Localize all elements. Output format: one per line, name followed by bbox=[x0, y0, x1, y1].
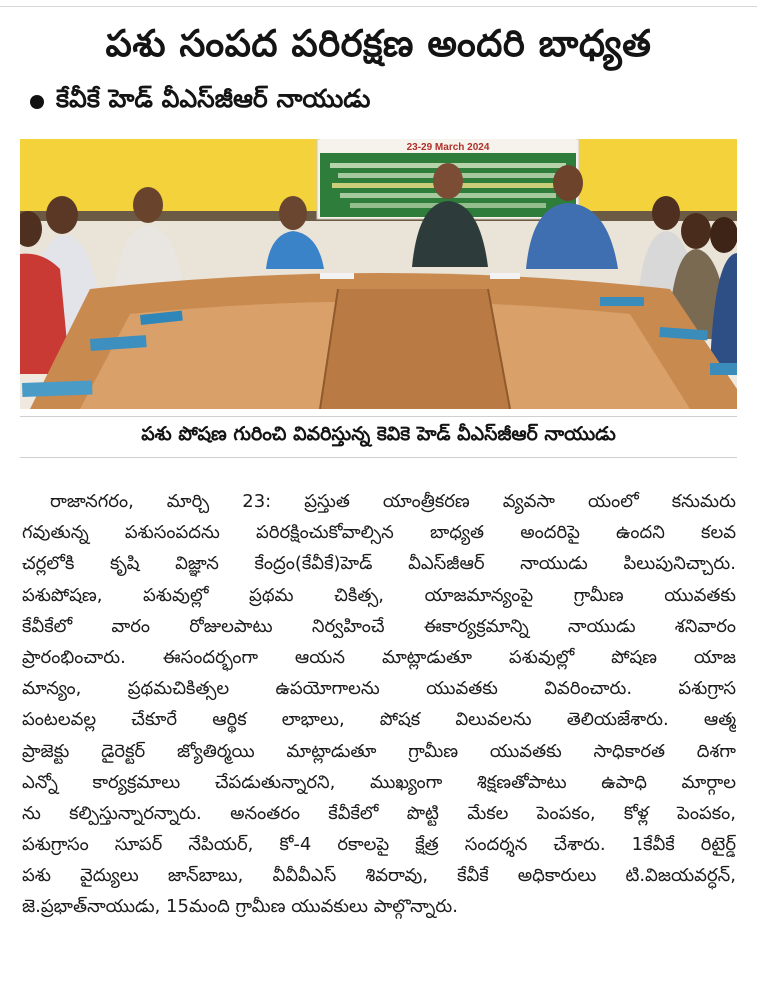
article-line: మాన్యం, ప్రథమచికిత్సల ఉపయోగాలను యువతకు వివరించారు. పశుగ్రాస bbox=[22, 678, 736, 700]
article-line: కేవీకేలో వారం రోజులపాటు నిర్వహించే ఈకార్యక్రమాన్ని నాయుడు శనివారం bbox=[22, 615, 736, 637]
article-body bbox=[22, 486, 736, 923]
bullet-icon bbox=[30, 95, 44, 109]
news-photo bbox=[20, 139, 737, 409]
article-line: ప్రాజెక్టు డైరెక్టర్ జ్యోతిర్మయి మాట్లాడుతూ గ్రామీణ యువతకు సాధికారత దిశగా bbox=[22, 740, 736, 762]
article-line: పశుపోషణ, పశువుల్లో ప్రథమ చికిత్స, యాజమాన్యంపై గ్రామీణ యువతకు bbox=[22, 584, 736, 606]
article-line: పంటలవల్ల చేకూరే ఆర్థిక లాభాలు, పోషక విలువలను తెలియజేశారు. ఆత్మ bbox=[22, 709, 736, 731]
subheadline bbox=[30, 84, 370, 120]
article-line: గవుతున్న పశుసంపదను పరిరక్షించుకోవాల్సిన బాధ్యత అందరిపై ఉందని కలవ bbox=[22, 522, 736, 544]
caption-top-rule bbox=[20, 416, 737, 417]
article-line: చర్లలోకి కృషి విజ్ఞాన కేంద్రం(కేవీకే)హెడ్ వీఎస్‌జీఆర్ నాయుడు పిలుపునిచ్చారు. bbox=[22, 553, 736, 575]
article-line: పశుగ్రాసం సూపర్ నేపియర్, కో-4 రకాలపై క్షేత్ర సందర్శన చేశారు. 1కేవీకే రిటైర్డ్ bbox=[22, 834, 736, 856]
article-line: జె.ప్రభాత్‌నాయుడు, 15మంది గ్రామీణ యువకులు పాల్గొన్నారు. bbox=[22, 896, 459, 918]
article-line: ప్రారంభించారు. ఈసందర్భంగా ఆయన మాట్లాడుతూ పశువుల్లో పోషణ యాజ bbox=[22, 646, 736, 668]
headline: పశు సంపద పరిరక్షణ అందరి బాధ్యత bbox=[105, 22, 652, 65]
article-line: ను కల్పిస్తున్నారన్నారు. అనంతరం కేవీకేలో పొట్టి మేకల పెంపకం, కోళ్ల పెంపకం, bbox=[22, 802, 736, 824]
banner-date: 23-29 March 2024 bbox=[406, 142, 490, 153]
photo-caption: పశు పోషణ గురించి వివరిస్తున్న కెవికె హెడ్ వీఎస్‌జీఆర్ నాయుడు bbox=[141, 423, 616, 445]
article-line: పశు వైద్యులు జాన్‌బాబు, వీవీవీఎస్ శివరావు, కేవీకే అధికారులు టి.విజయవర్ధన్, bbox=[22, 865, 736, 887]
article-line: ఎన్నో కార్యక్రమాలు చేపడుతున్నారని, ముఖ్యంగా శిక్షణతోపాటు ఉపాధి మార్గాల bbox=[22, 771, 736, 793]
meeting-photo-illustration bbox=[20, 139, 737, 409]
subheadline-text: కేవీకే హెడ్ వీఎస్‌జీఆర్ నాయుడు bbox=[56, 84, 371, 113]
article-line: రాజానగరం, మార్చి 23: ప్రస్తుత యాంత్రీకరణ వ్యవసా యంలో కనుమరు bbox=[50, 491, 736, 512]
page-top-border bbox=[0, 0, 757, 7]
caption-bottom-rule bbox=[20, 457, 737, 458]
conference-table bbox=[22, 273, 737, 409]
